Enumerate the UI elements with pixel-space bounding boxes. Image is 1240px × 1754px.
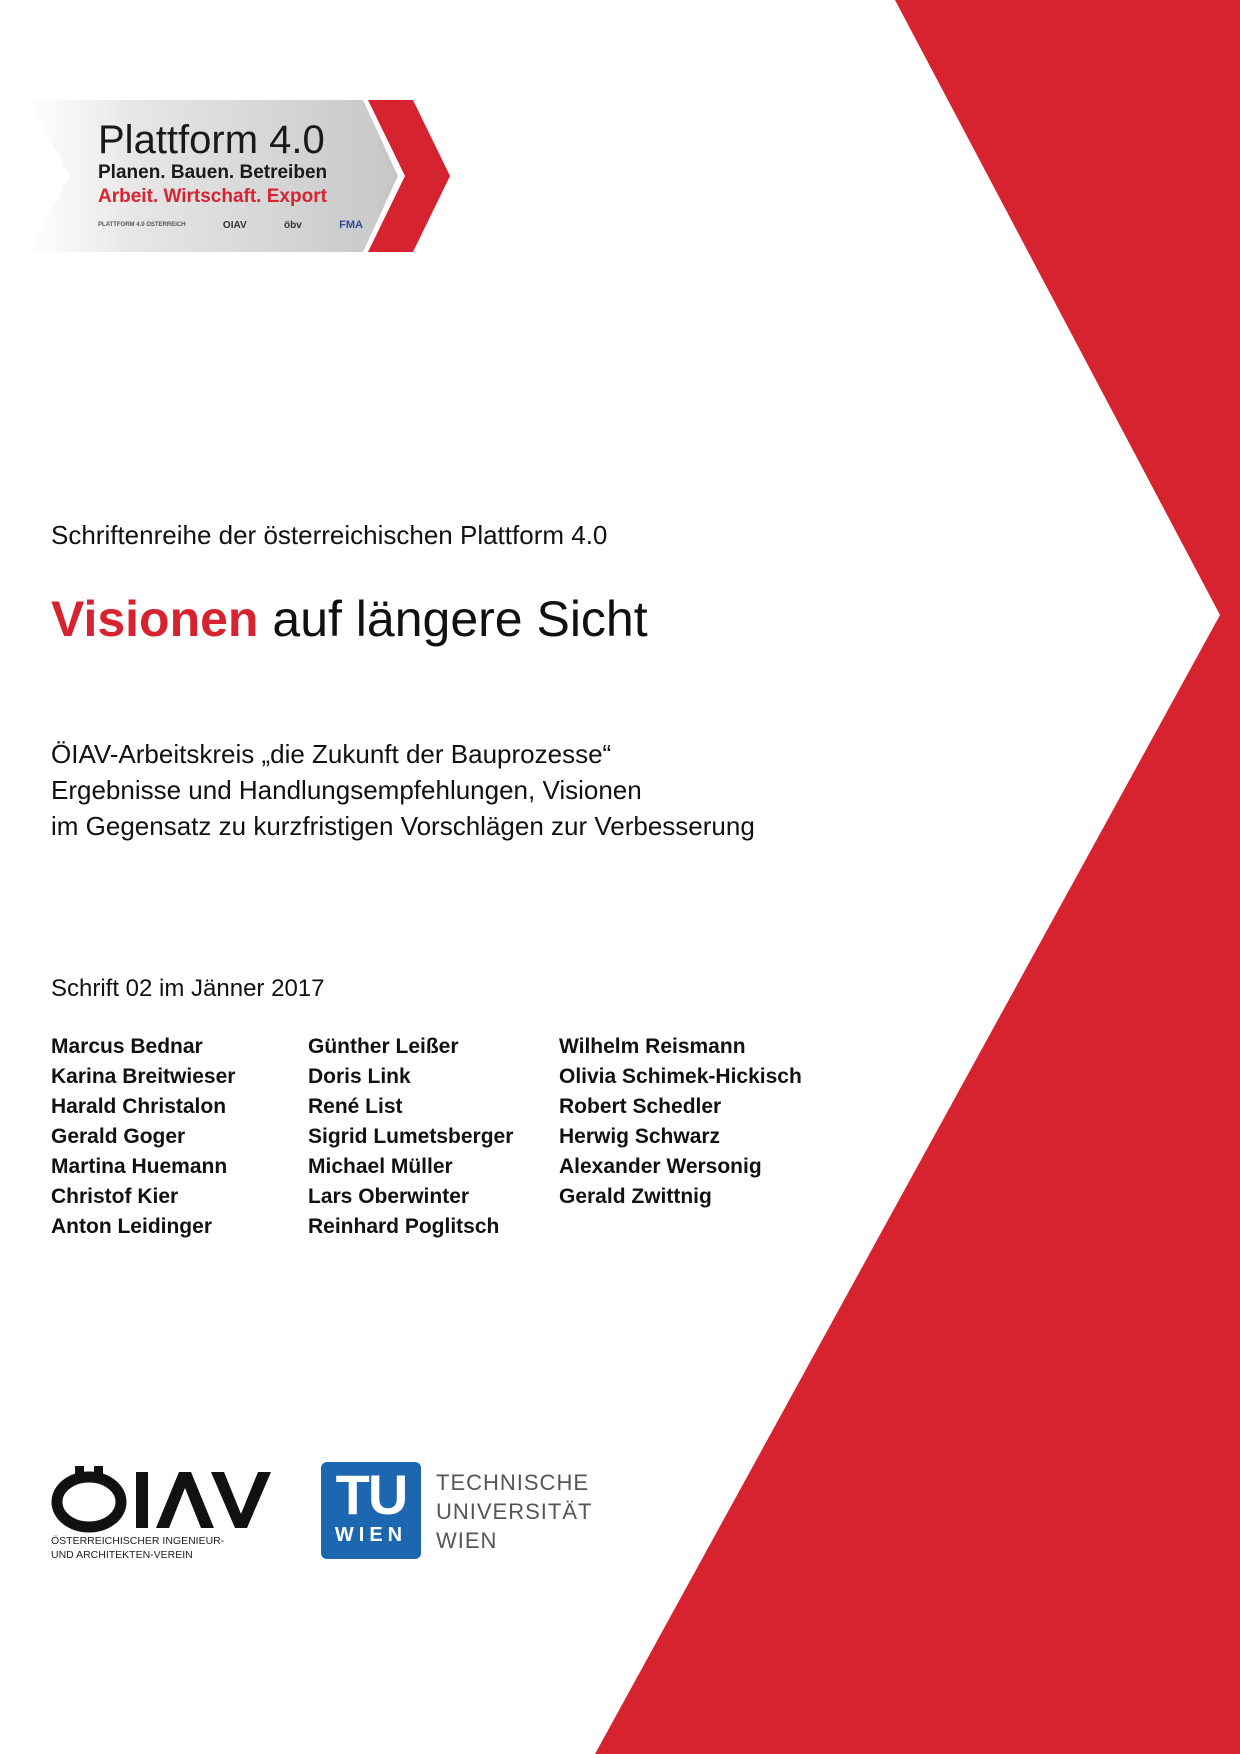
author-name: Wilhelm Reismann xyxy=(559,1035,746,1058)
partner-logo-oiav: OIAV xyxy=(222,219,247,231)
tu-logo-text xyxy=(436,1468,592,1555)
tu-logo-text-line: UNIVERSITÄT xyxy=(436,1499,593,1524)
oiav-subtitle-line: ÖSTERREICHISCHER INGENIEUR- xyxy=(51,1535,225,1547)
partner-logo-plattform: PLATTFORM 4.0 OSTERREICH xyxy=(98,222,186,228)
oiav-logo xyxy=(51,1466,281,1566)
author-name: Gerald Zwittnig xyxy=(559,1185,712,1208)
partner-logo-fma: FMA xyxy=(339,219,363,231)
platform-banner xyxy=(28,100,458,252)
tu-wien-logo xyxy=(321,1462,601,1562)
oiav-wordmark xyxy=(51,1466,281,1534)
tu-logo-text-line: TECHNISCHE xyxy=(436,1470,590,1495)
author-name: Lars Oberwinter xyxy=(308,1185,470,1208)
author-name: Gerald Goger xyxy=(51,1125,186,1148)
banner-tagline-2: Arbeit. Wirtschaft. Export xyxy=(98,186,327,207)
author-list xyxy=(51,1032,802,1242)
page-title xyxy=(51,590,648,648)
oiav-subtitle-line: UND ARCHITEKTEN-VEREIN xyxy=(51,1549,193,1561)
edition-info: Schrift 02 im Jänner 2017 xyxy=(51,975,325,1002)
author-name: Günther Leißer xyxy=(308,1035,459,1058)
author-name: Alexander Wersonig xyxy=(559,1155,762,1178)
author-name: Martina Huemann xyxy=(51,1155,228,1178)
author-name: Karina Breitwieser xyxy=(51,1065,236,1088)
author-name: Michael Müller xyxy=(308,1155,453,1178)
author-name: Robert Schedler xyxy=(559,1095,722,1118)
author-name: Herwig Schwarz xyxy=(559,1125,721,1148)
banner-title: Plattform 4.0 xyxy=(98,118,325,162)
subtitle-line: Ergebnisse und Handlungsempfehlungen, Visionen xyxy=(51,775,642,805)
author-name: Reinhard Poglitsch xyxy=(308,1215,500,1238)
author-name: Anton Leidinger xyxy=(51,1215,212,1238)
author-name: Olivia Schimek-Hickisch xyxy=(559,1065,802,1088)
series-title: Schriftenreihe der österreichischen Plattform 4.0 xyxy=(51,520,608,550)
tu-logo-wien: WIEN xyxy=(334,1524,408,1546)
banner-tagline-1: Planen. Bauen. Betreiben xyxy=(98,162,328,183)
author-column xyxy=(559,1032,802,1242)
tu-logo-text-line: WIEN xyxy=(436,1528,498,1553)
author-name: Harald Christalon xyxy=(51,1095,227,1118)
title-accent: Visionen xyxy=(51,591,259,647)
partner-logo-obv: öbv xyxy=(284,219,302,231)
author-name: Sigrid Lumetsberger xyxy=(308,1125,514,1148)
tu-logo-letters: TU xyxy=(335,1463,407,1526)
author-column xyxy=(308,1032,559,1242)
tu-logo-box xyxy=(321,1462,421,1559)
title-rest: auf längere Sicht xyxy=(272,591,648,647)
author-name: Doris Link xyxy=(308,1065,411,1088)
subtitle xyxy=(51,736,755,844)
partner-logos xyxy=(98,217,363,233)
author-name: Christof Kier xyxy=(51,1185,179,1208)
author-name: Marcus Bednar xyxy=(51,1035,203,1058)
subtitle-line: ÖIAV-Arbeitskreis „die Zukunft der Bauprozesse“ xyxy=(51,739,612,769)
author-column xyxy=(51,1032,308,1242)
subtitle-line: im Gegensatz zu kurzfristigen Vorschlägen zur Verbesserung xyxy=(51,811,755,841)
oiav-subtitle xyxy=(51,1534,224,1562)
author-name: René List xyxy=(308,1095,403,1118)
